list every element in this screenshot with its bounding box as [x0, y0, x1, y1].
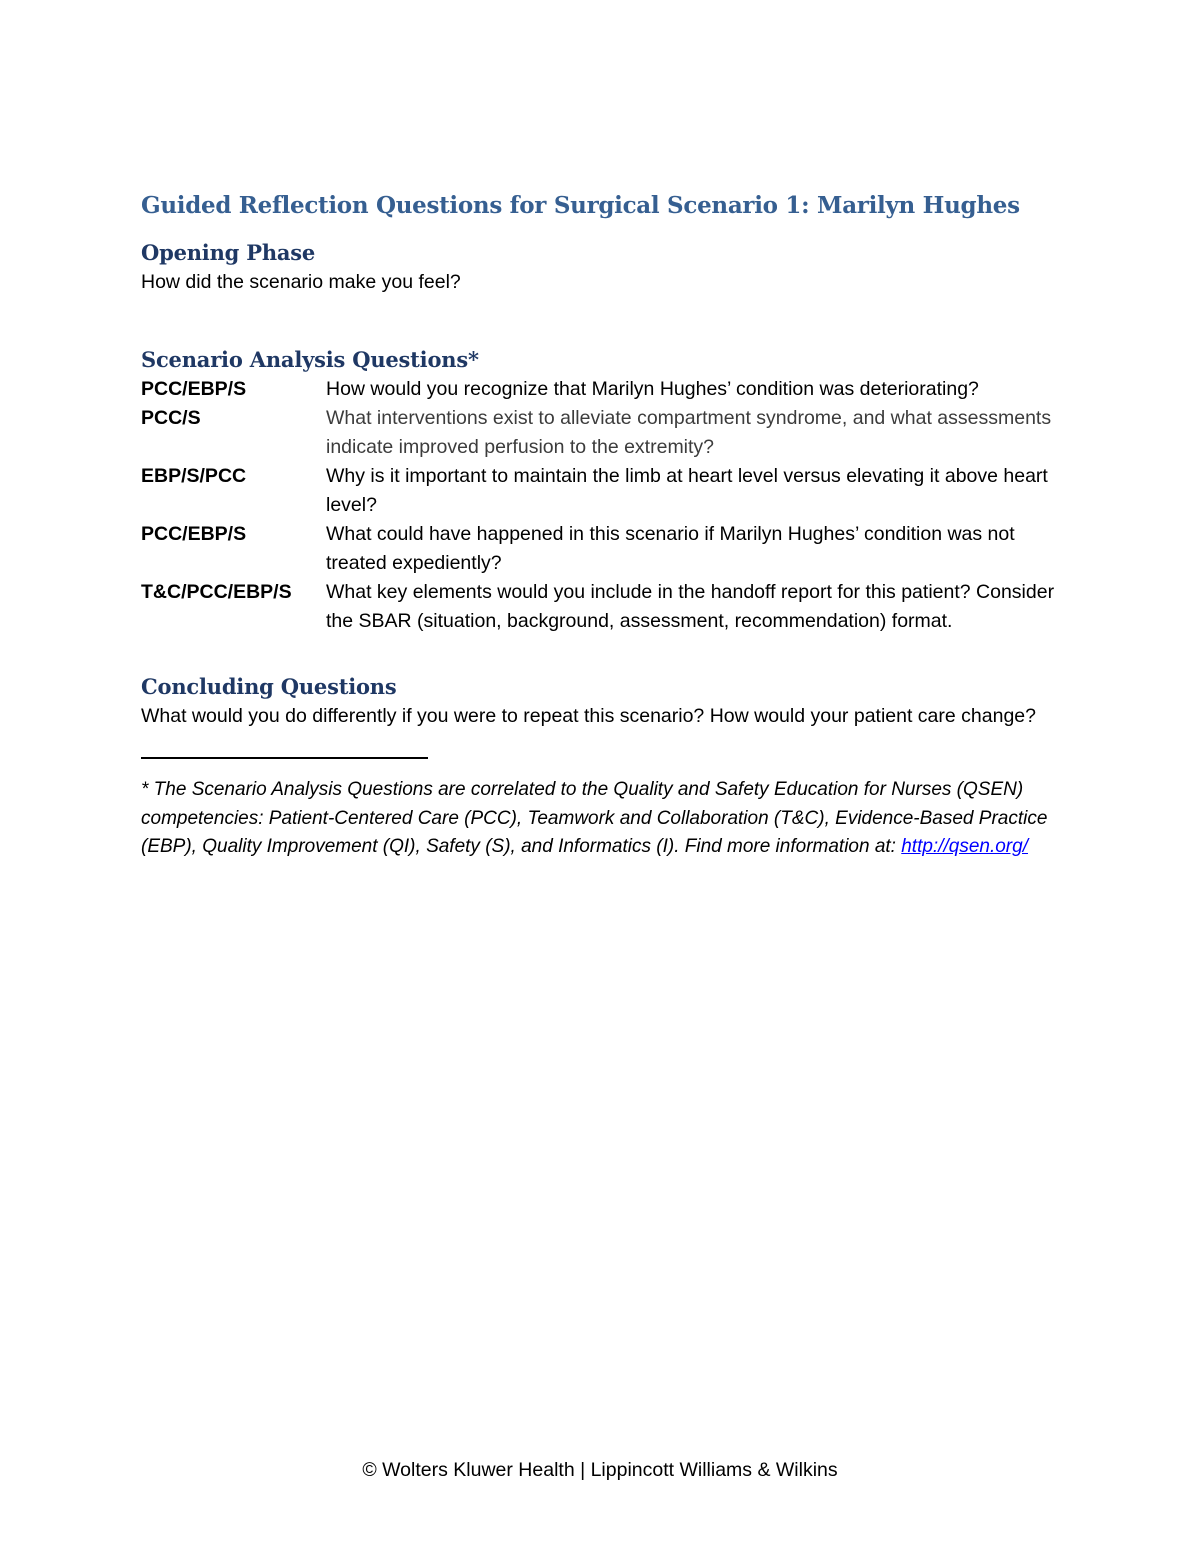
question-text: How would you recognize that Marilyn Hughes’ condition was deteriorating?	[326, 378, 979, 400]
opening-phase-question: How did the scenario make you feel?	[141, 271, 461, 293]
concluding-heading: Concluding Questions	[141, 674, 397, 699]
question-code: PCC/EBP/S	[141, 378, 247, 400]
question-code: EBP/S/PCC	[141, 465, 247, 487]
question-row	[141, 375, 1066, 404]
question-text: What could have happened in this scenario if Marilyn Hughes’ condition was not treated expediently?	[326, 523, 1015, 574]
question-text: What interventions exist to alleviate compartment syndrome, and what assessments indicate improved perfusion to the extremity?	[326, 407, 1052, 458]
footnote	[141, 776, 1066, 862]
question-code: PCC/EBP/S	[141, 523, 247, 545]
question-text: What key elements would you include in the handoff report for this patient? Consider the SBAR (situation, background, assessment, recommendation) format.	[326, 581, 1055, 632]
question-text: Why is it important to maintain the limb at heart level versus elevating it above heart level?	[326, 465, 1048, 516]
question-row	[141, 404, 1066, 462]
scenario-analysis-heading: Scenario Analysis Questions*	[141, 347, 479, 372]
question-code: T&C/PCC/EBP/S	[141, 581, 292, 603]
qsen-link[interactable]: http://qsen.org/	[901, 836, 1028, 857]
question-code: PCC/S	[141, 407, 201, 429]
copyright-footer: © Wolters Kluwer Health | Lippincott Williams & Wilkins	[362, 1459, 838, 1481]
question-row	[141, 462, 1066, 520]
document-body	[141, 188, 1066, 862]
footnote-text: * The Scenario Analysis Questions are correlated to the Quality and Safety Education for Nurses (QSEN) competencies: Patient-Centered Care (PCC), Teamwork and Collaboration (T&C), Evidence-Based Practice (EBP), Quality Improvement (QI), Safety (S), and Informatics (I). Find more information at:	[141, 779, 1048, 857]
scenario-analysis-table	[141, 375, 1066, 636]
question-row	[141, 578, 1066, 636]
document-title: Guided Reflection Questions for Surgical Scenario 1: Marilyn Hughes	[141, 192, 1020, 219]
footnote-separator	[141, 757, 428, 759]
concluding-question: What would you do differently if you were to repeat this scenario? How would your patient care change?	[141, 705, 1036, 727]
opening-phase-heading: Opening Phase	[141, 240, 316, 265]
question-row	[141, 520, 1066, 578]
